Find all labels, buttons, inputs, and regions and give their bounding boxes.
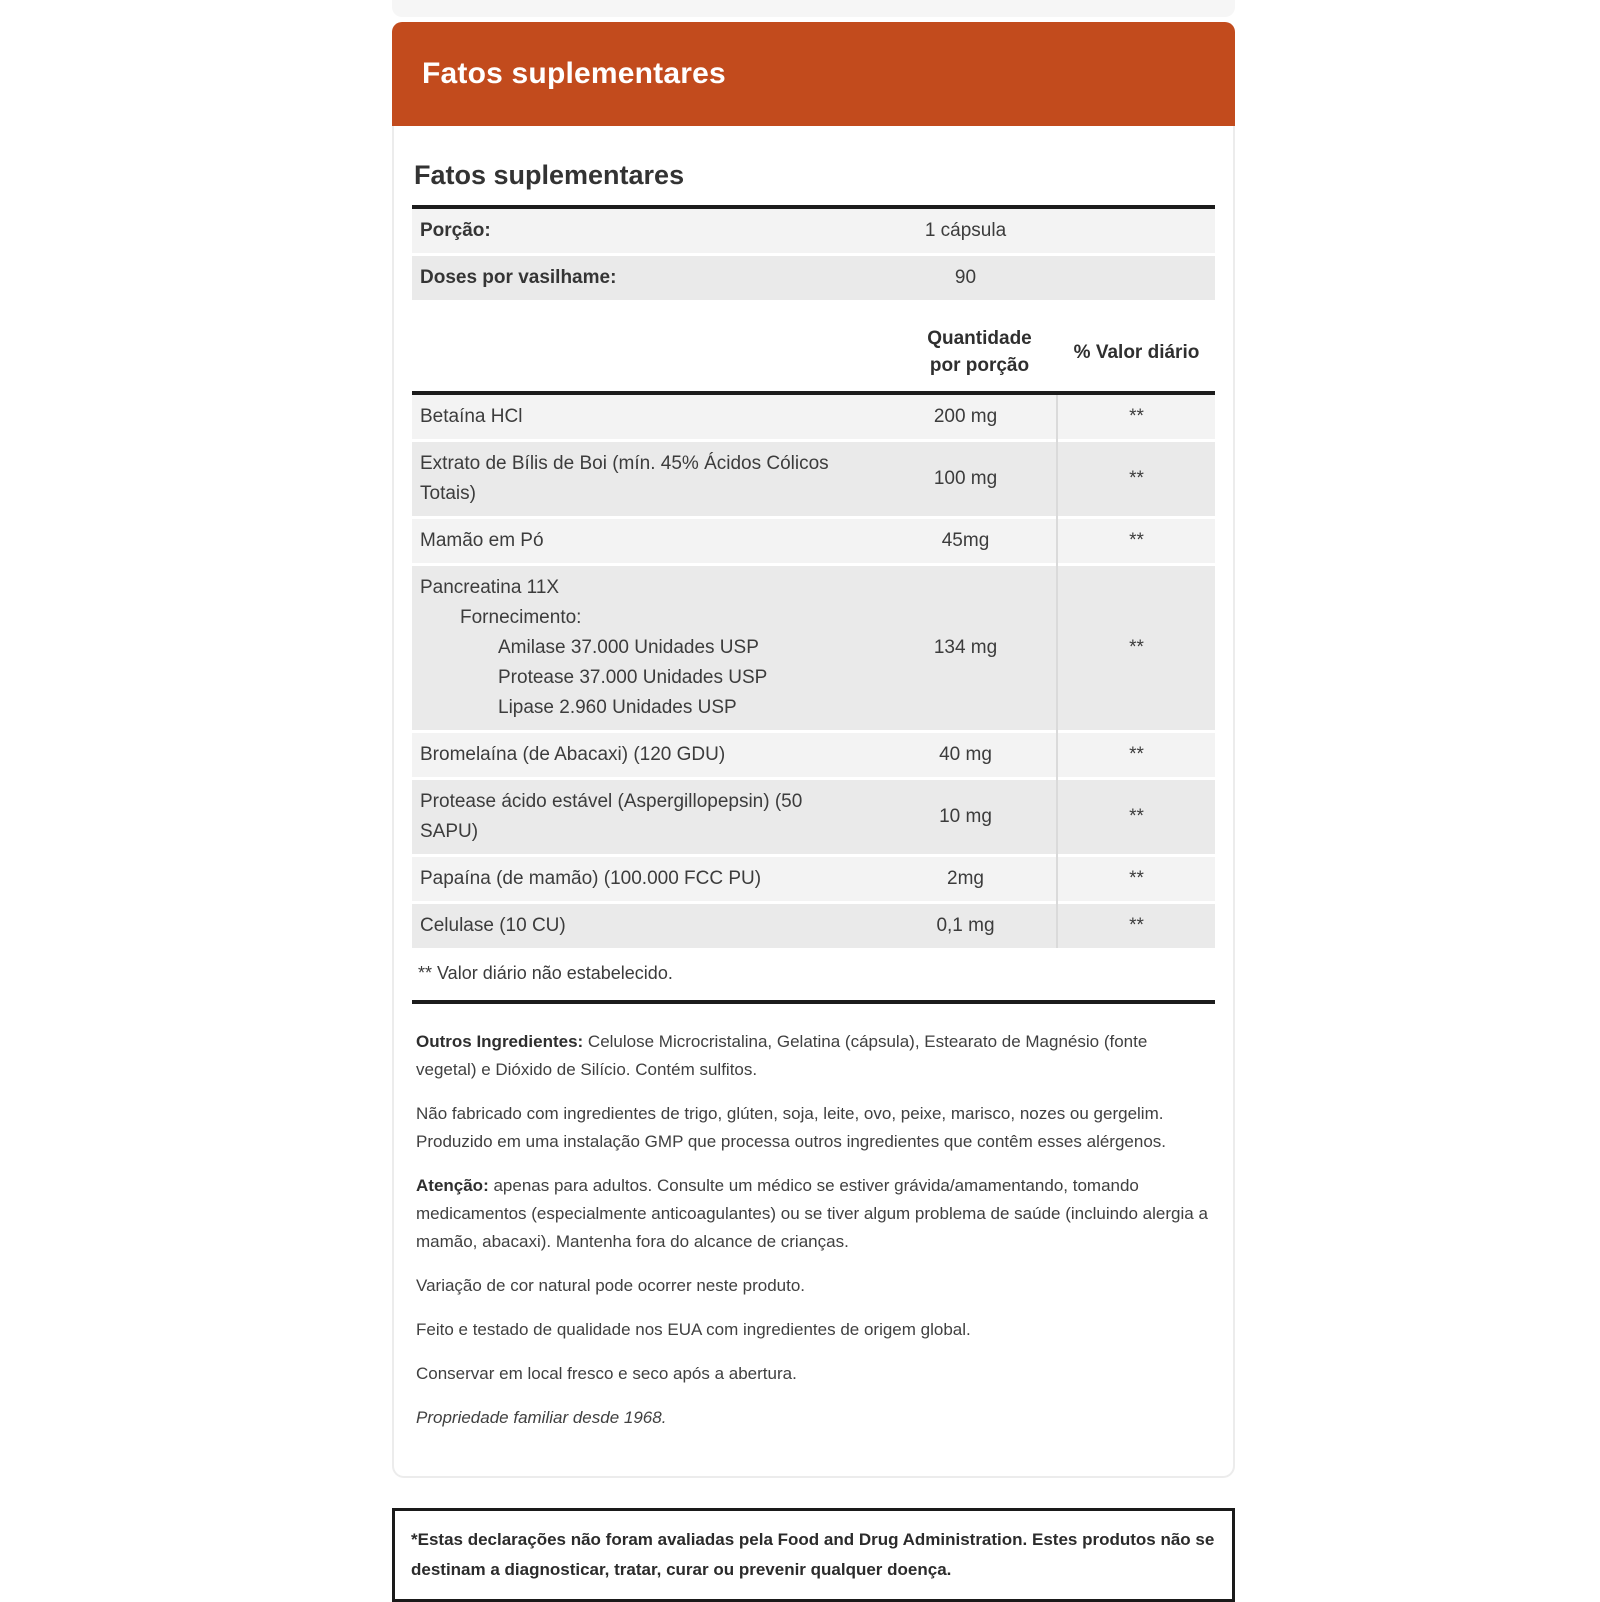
column-header-amount: Quantidade por porção [927,328,1032,376]
serving-value: 90 [954,267,977,288]
column-header-spacer [412,325,901,391]
info-paragraph: Não fabricado com ingredientes de trigo, glúten, soja, leite, ovo, peixe, marisco, nozes ou gergelim. Produzido em uma instalação GMP que processa outros ingredientes que contêm esses alérgenos. [416,1104,1167,1151]
ingredient-daily-value-mark: ** [1129,744,1144,765]
fda-disclaimer-box: *Estas declarações não foram avaliadas pela Food and Drug Administration. Estes produtos não se destinam a diagnosticar, tratar, curar ou prevenir qualquer doença. [392,1508,1235,1602]
ingredient-subline: Protease 37.000 Unidades USP [498,667,768,688]
ingredient-row [412,442,1215,519]
ingredient-subline: Lipase 2.960 Unidades USP [498,697,737,718]
ingredient-name [412,566,873,730]
ingredient-daily-value-mark: ** [1129,406,1144,427]
ingredient-name-main: Protease ácido estável (Aspergillopepsin) (50 SAPU) [420,791,803,842]
serving-label: Doses por vasilhame: [420,267,617,288]
serving-dv-empty [1058,256,1215,300]
info-paragraph: Variação de cor natural pode ocorrer neste produto. [416,1276,806,1295]
info-paragraph: Atenção: apenas para adultos. Consulte um médico se estiver grávida/amamentando, tomando medicamentos (especialmente anticoagulantes) ou se tiver algum problema de saúde (incluindo alergia a mamão, abacaxi). Mantenha fora do alcance de crianças. [416,1176,1208,1251]
ingredient-daily-value [1058,780,1215,854]
ingredient-name [412,780,873,854]
ingredient-amount [873,519,1058,563]
ingredient-daily-value [1058,904,1215,948]
column-header-daily-value: % Valor diário [1073,341,1200,363]
ingredient-name-main: Bromelaína (de Abacaxi) (120 GDU) [420,744,726,765]
serving-value: 1 cápsula [924,220,1007,241]
info-paragraphs [412,1004,1215,1432]
ingredients-table [412,395,1215,951]
ingredient-row [412,395,1215,442]
serving-row [412,256,1215,303]
ingredient-name [412,904,873,948]
ingredient-name [412,395,873,439]
ingredient-daily-value-mark: ** [1129,868,1144,889]
serving-dv-empty [1058,209,1215,253]
daily-value-footnote: ** Valor diário não estabelecido. [418,963,673,983]
ingredient-daily-value-mark: ** [1129,806,1144,827]
ingredient-daily-value-mark: ** [1129,915,1144,936]
ingredient-subline: Amilase 37.000 Unidades USP [498,637,759,658]
ingredient-daily-value [1058,733,1215,777]
ingredient-daily-value [1058,442,1215,516]
ingredient-amount [873,857,1058,901]
ingredient-daily-value-mark: ** [1129,468,1144,489]
ingredient-amount-value: 10 mg [939,806,992,827]
ingredient-row [412,566,1215,733]
supplement-facts-card [392,22,1235,1478]
ingredient-amount-value: 40 mg [939,744,992,765]
ingredient-row [412,904,1215,951]
ingredient-name [412,442,873,516]
info-paragraph: Propriedade familiar desde 1968. [416,1408,667,1427]
facts-banner-title: Fatos suplementares [422,57,726,90]
ingredient-amount-value: 0,1 mg [936,915,995,936]
panel-heading: Fatos suplementares [414,160,685,190]
ingredient-name-main: Mamão em Pó [420,530,544,551]
info-paragraph: Outros Ingredientes: Celulose Microcristalina, Gelatina (cápsula), Estearato de Magnésio (fonte vegetal) e Dióxido de Silício. Contém sulfitos. [416,1032,1148,1079]
ingredient-amount-value: 2mg [947,868,984,889]
ingredient-daily-value [1058,395,1215,439]
ingredient-amount [873,904,1058,948]
ingredient-amount [873,733,1058,777]
ingredient-name [412,519,873,563]
serving-table [412,205,1215,303]
ingredient-amount-value: 45mg [941,530,990,551]
ingredient-amount [873,395,1058,439]
facts-card-body [392,126,1235,1478]
ingredient-row [412,780,1215,857]
ingredient-amount [873,566,1058,730]
ingredient-daily-value-mark: ** [1129,530,1144,551]
ingredient-daily-value-mark: ** [1129,637,1144,658]
ingredient-name-main: Extrato de Bílis de Boi (mín. 45% Ácidos Cólicos Totais) [420,453,829,504]
ingredient-row [412,519,1215,566]
ingredient-daily-value [1058,857,1215,901]
ingredient-amount [873,780,1058,854]
ingredient-subline: Fornecimento: [460,607,582,628]
ingredient-name-main: Celulase (10 CU) [420,915,566,936]
info-paragraph: Feito e testado de qualidade nos EUA com ingredientes de origem global. [416,1320,971,1339]
ingredient-name-main: Pancreatina 11X [420,577,560,598]
ingredient-name-main: Papaína (de mamão) (100.000 FCC PU) [420,868,762,889]
ingredient-amount-value: 134 mg [933,637,998,658]
ingredient-row [412,733,1215,780]
serving-label: Porção: [420,220,491,241]
previous-section-edge [392,0,1235,17]
ingredient-amount-value: 200 mg [933,406,998,427]
ingredient-name [412,733,873,777]
ingredient-daily-value [1058,519,1215,563]
ingredient-row [412,857,1215,904]
serving-row [412,209,1215,256]
column-headers-row [412,325,1215,395]
ingredient-daily-value [1058,566,1215,730]
ingredient-name-main: Betaína HCl [420,406,523,427]
facts-banner [392,22,1235,126]
ingredient-amount [873,442,1058,516]
ingredient-name [412,857,873,901]
ingredient-amount-value: 100 mg [933,468,998,489]
info-paragraph: Conservar em local fresco e seco após a abertura. [416,1364,797,1383]
paragraph-bold-prefix: Atenção: [416,1176,489,1195]
paragraph-bold-prefix: Outros Ingredientes: [416,1032,584,1051]
